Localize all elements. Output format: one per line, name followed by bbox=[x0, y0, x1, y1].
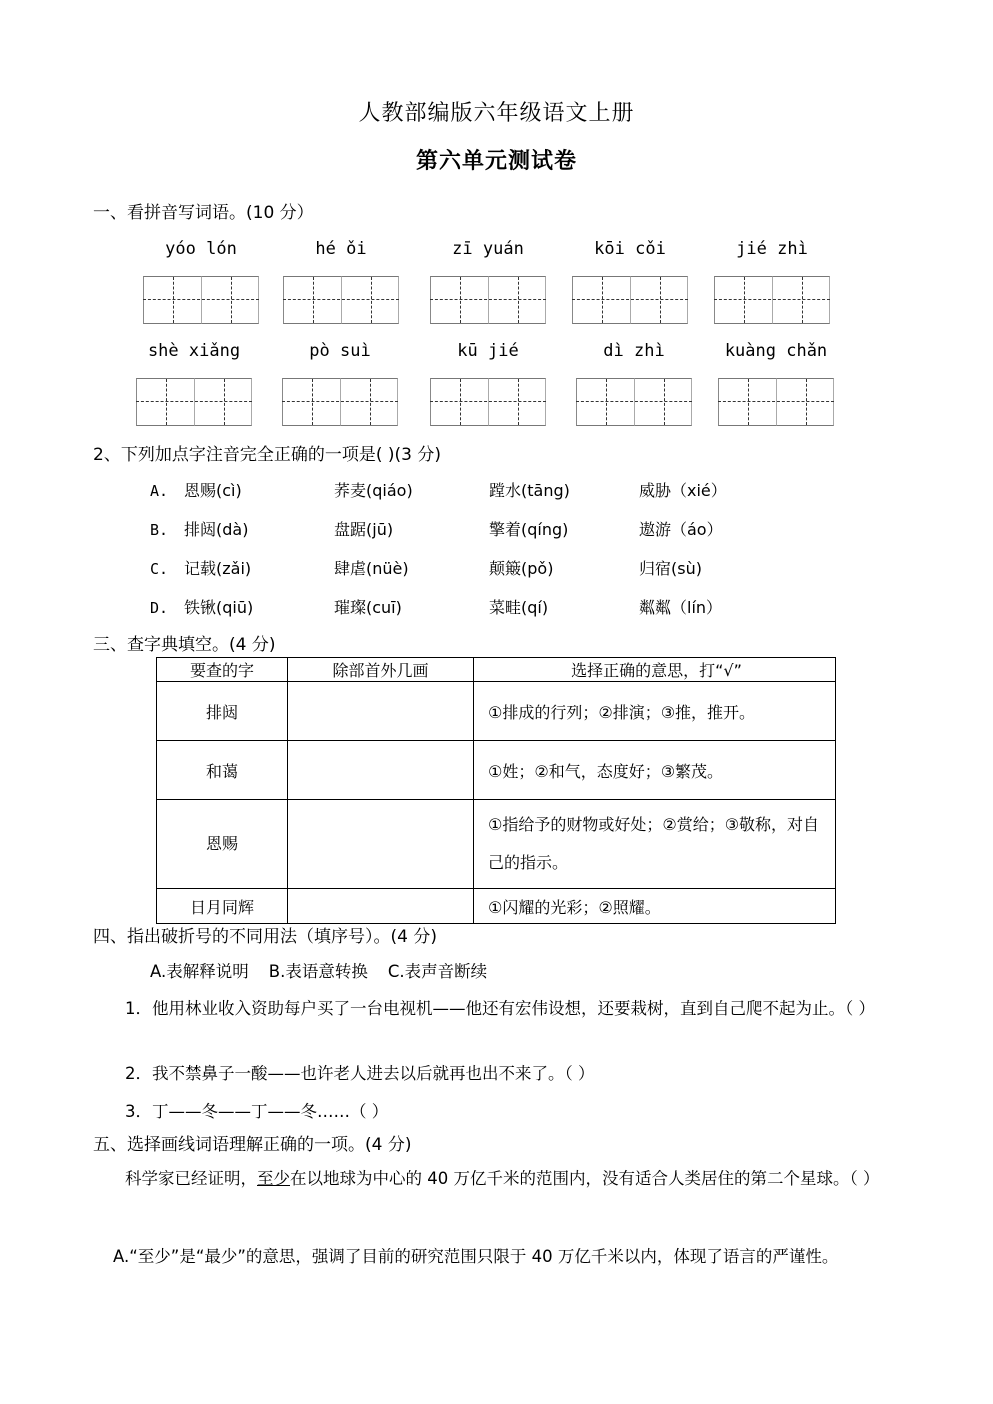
choice-item: 威胁（xié） bbox=[639, 481, 727, 500]
choice-letter: A. bbox=[150, 482, 169, 500]
cell-stroke-count-blank[interactable] bbox=[288, 889, 474, 924]
pinyin-word-slot bbox=[718, 340, 834, 426]
tianzige-cell[interactable] bbox=[136, 378, 194, 426]
table-row bbox=[157, 800, 836, 889]
cell-stroke-count-blank[interactable] bbox=[288, 682, 474, 741]
dash-usage-option[interactable]: C.表声音断续 bbox=[387, 962, 488, 981]
tianzige-grid[interactable] bbox=[283, 276, 399, 324]
choice-letter: D. bbox=[150, 599, 169, 617]
tianzige-horizontal-guide bbox=[714, 299, 830, 300]
dash-usage-option[interactable]: B.表语意转换 bbox=[268, 962, 368, 981]
tianzige-vertical-guide bbox=[518, 277, 519, 323]
tianzige-grid[interactable] bbox=[430, 378, 546, 426]
tianzige-vertical-guide bbox=[664, 379, 665, 425]
tianzige-grid[interactable] bbox=[430, 276, 546, 324]
section-4-heading: 四、指出破折号的不同用法（填序号）。(4 分) bbox=[93, 927, 437, 947]
cell-word: 恩赐 bbox=[157, 800, 288, 889]
tianzige-vertical-guide bbox=[312, 379, 313, 425]
pinyin-word-slot bbox=[576, 340, 692, 426]
pinyin-word-slot bbox=[282, 340, 398, 426]
pinyin-grid-row-2 bbox=[0, 340, 993, 440]
table-row bbox=[157, 682, 836, 741]
section-5-passage bbox=[93, 1160, 901, 1198]
cell-word: 排闼 bbox=[157, 682, 288, 741]
tianzige-horizontal-guide bbox=[572, 299, 688, 300]
passage-text-before: 科学家已经证明， bbox=[125, 1169, 257, 1188]
pinyin-word-slot bbox=[136, 340, 252, 426]
cell-meanings[interactable]: ①指给予的财物或好处；②赏给；③敬称，对自己的指示。 bbox=[474, 800, 836, 889]
document-subtitle: 第六单元测试卷 bbox=[415, 149, 577, 174]
tianzige-cell[interactable] bbox=[143, 276, 201, 324]
choice-item: 铁锹(qiū) bbox=[184, 598, 254, 617]
choice-item: 璀璨(cuī) bbox=[334, 598, 402, 617]
dash-item-2: 2．我不禁鼻子一酸——也许老人进去以后就再也出不来了。（ ） bbox=[125, 1064, 595, 1083]
dictionary-table bbox=[156, 657, 836, 924]
column-header-word: 要查的字 bbox=[157, 658, 288, 682]
tianzige-cell[interactable] bbox=[194, 378, 252, 426]
pinyin-label: kuàng chǎn bbox=[724, 341, 828, 361]
choice-item: 荞麦(qiáo) bbox=[334, 481, 413, 500]
tianzige-grid[interactable] bbox=[714, 276, 830, 324]
choice-item: 记载(zǎi) bbox=[184, 559, 252, 578]
tianzige-cell[interactable] bbox=[430, 276, 488, 324]
choice-item: 蹚水(tāng) bbox=[489, 481, 570, 500]
tianzige-cell[interactable] bbox=[630, 276, 688, 324]
tianzige-cell[interactable] bbox=[714, 276, 772, 324]
table-row bbox=[157, 741, 836, 800]
section-5-heading: 五、选择画线词语理解正确的一项。(4 分) bbox=[93, 1135, 412, 1155]
tianzige-horizontal-guide bbox=[430, 401, 546, 402]
section-2-heading: 2、下列加点字注音完全正确的一项是( )(3 分) bbox=[93, 445, 441, 465]
tianzige-cell[interactable] bbox=[772, 276, 830, 324]
cell-meanings[interactable]: ①姓；②和气，态度好；③繁茂。 bbox=[474, 741, 836, 800]
choice-item: 归宿(sù) bbox=[639, 559, 702, 578]
tianzige-grid[interactable] bbox=[143, 276, 259, 324]
tianzige-cell[interactable] bbox=[776, 378, 834, 426]
tianzige-vertical-guide bbox=[802, 277, 803, 323]
choice-row-a[interactable] bbox=[150, 478, 789, 501]
column-header-meanings: 选择正确的意思，打“√” bbox=[474, 658, 836, 682]
cell-stroke-count-blank[interactable] bbox=[288, 741, 474, 800]
cell-stroke-count-blank[interactable] bbox=[288, 800, 474, 889]
document-title: 人教部编版六年级语文上册 bbox=[358, 101, 635, 126]
tianzige-vertical-guide bbox=[460, 277, 461, 323]
tianzige-vertical-guide bbox=[166, 379, 167, 425]
pinyin-word-slot bbox=[283, 238, 399, 324]
tianzige-vertical-guide bbox=[460, 379, 461, 425]
tianzige-horizontal-guide bbox=[136, 401, 252, 402]
choice-item: 盘踞(jū) bbox=[334, 520, 394, 539]
passage-underlined-word: 至少 bbox=[257, 1169, 290, 1188]
tianzige-cell[interactable] bbox=[340, 378, 398, 426]
tianzige-grid[interactable] bbox=[282, 378, 398, 426]
tianzige-vertical-guide bbox=[806, 379, 807, 425]
tianzige-cell[interactable] bbox=[341, 276, 399, 324]
tianzige-vertical-guide bbox=[173, 277, 174, 323]
pinyin-label: hé ǒi bbox=[315, 239, 367, 259]
choice-item: 肆虐(nüè) bbox=[334, 559, 409, 578]
tianzige-vertical-guide bbox=[602, 277, 603, 323]
cell-word: 和蔼 bbox=[157, 741, 288, 800]
tianzige-cell[interactable] bbox=[283, 276, 341, 324]
tianzige-horizontal-guide bbox=[718, 401, 834, 402]
tianzige-vertical-guide bbox=[606, 379, 607, 425]
pinyin-label: yóo lón bbox=[165, 239, 237, 259]
cell-word: 日月同辉 bbox=[157, 889, 288, 924]
tianzige-cell[interactable] bbox=[201, 276, 259, 324]
tianzige-vertical-guide bbox=[371, 277, 372, 323]
pinyin-label: kōi cǒi bbox=[594, 239, 666, 259]
pinyin-word-slot bbox=[430, 238, 546, 324]
choice-letter: B. bbox=[150, 521, 169, 539]
choice-item: 排闼(dà) bbox=[184, 520, 249, 539]
tianzige-cell[interactable] bbox=[488, 276, 546, 324]
tianzige-horizontal-guide bbox=[576, 401, 692, 402]
choice-letter: C. bbox=[150, 560, 169, 578]
choice-row-d[interactable] bbox=[150, 595, 789, 618]
choice-row-c[interactable] bbox=[150, 556, 789, 579]
table-row bbox=[157, 889, 836, 924]
tianzige-vertical-guide bbox=[313, 277, 314, 323]
tianzige-grid[interactable] bbox=[136, 378, 252, 426]
pinyin-word-slot bbox=[430, 340, 546, 426]
choice-item: 菜畦(qí) bbox=[489, 598, 549, 617]
tianzige-cell[interactable] bbox=[282, 378, 340, 426]
tianzige-vertical-guide bbox=[231, 277, 232, 323]
tianzige-horizontal-guide bbox=[430, 299, 546, 300]
tianzige-cell[interactable] bbox=[634, 378, 692, 426]
table-header-row bbox=[157, 658, 836, 682]
pinyin-label: shè xiǎng bbox=[147, 341, 241, 361]
dash-usage-option[interactable]: A.表解释说明 bbox=[150, 962, 249, 981]
pinyin-label: pò suì bbox=[309, 341, 371, 361]
choice-item: 粼粼（lín） bbox=[639, 598, 723, 617]
tianzige-vertical-guide bbox=[518, 379, 519, 425]
cell-meanings[interactable]: ①闪耀的光彩；②照耀。 bbox=[474, 889, 836, 924]
choice-item: 遨游（áo） bbox=[639, 520, 723, 539]
tianzige-vertical-guide bbox=[748, 379, 749, 425]
tianzige-grid[interactable] bbox=[572, 276, 688, 324]
pinyin-label: zī yuán bbox=[452, 239, 524, 259]
tianzige-grid[interactable] bbox=[718, 378, 834, 426]
column-header-strokes: 除部首外几画 bbox=[288, 658, 474, 682]
choice-item: 颠簸(pǒ) bbox=[489, 559, 554, 578]
tianzige-cell[interactable] bbox=[488, 378, 546, 426]
choice-row-b[interactable] bbox=[150, 517, 789, 540]
tianzige-cell[interactable] bbox=[572, 276, 630, 324]
tianzige-horizontal-guide bbox=[282, 401, 398, 402]
tianzige-horizontal-guide bbox=[143, 299, 259, 300]
tianzige-vertical-guide bbox=[660, 277, 661, 323]
dash-usage-options[interactable] bbox=[150, 958, 487, 982]
tianzige-vertical-guide bbox=[224, 379, 225, 425]
cell-meanings[interactable]: ①排成的行列；②排演；③推，推开。 bbox=[474, 682, 836, 741]
pinyin-word-slot bbox=[143, 238, 259, 324]
section-3-heading: 三、查字典填空。(4 分) bbox=[93, 635, 276, 655]
tianzige-vertical-guide bbox=[370, 379, 371, 425]
pinyin-label: dì zhì bbox=[603, 341, 665, 361]
tianzige-horizontal-guide bbox=[283, 299, 399, 300]
section-1-heading: 一、看拼音写词语。(10 分） bbox=[93, 203, 314, 223]
dash-item-1: 1．他用林业收入资助每户买了一台电视机——他还有宏伟设想，还要栽树，直到自己爬不起为止。（ ） bbox=[125, 999, 875, 1018]
tianzige-vertical-guide bbox=[744, 277, 745, 323]
pinyin-word-slot bbox=[714, 238, 830, 324]
pinyin-label: kū jié bbox=[457, 341, 519, 361]
pinyin-word-slot bbox=[572, 238, 688, 324]
tianzige-cell[interactable] bbox=[576, 378, 634, 426]
tianzige-grid[interactable] bbox=[576, 378, 692, 426]
passage-text-after: 在以地球为中心的 40 万亿千米的范围内，没有适合人类居住的第二个星球。（ ） bbox=[290, 1169, 880, 1188]
tianzige-cell[interactable] bbox=[718, 378, 776, 426]
choice-item: 擎着(qíng) bbox=[489, 520, 569, 539]
pinyin-grid-row-1 bbox=[0, 238, 993, 338]
tianzige-cell[interactable] bbox=[430, 378, 488, 426]
choice-item: 恩赐(cì) bbox=[184, 481, 242, 500]
dash-item-3: 3．丁——冬——丁——冬……（ ） bbox=[125, 1102, 389, 1121]
section-5-choice-a[interactable]: A.“至少”是“最少”的意思，强调了目前的研究范围只限于 40 万亿千米以内，体现了语言的严谨性。 bbox=[113, 1247, 839, 1266]
pinyin-label: jié zhì bbox=[736, 239, 808, 259]
